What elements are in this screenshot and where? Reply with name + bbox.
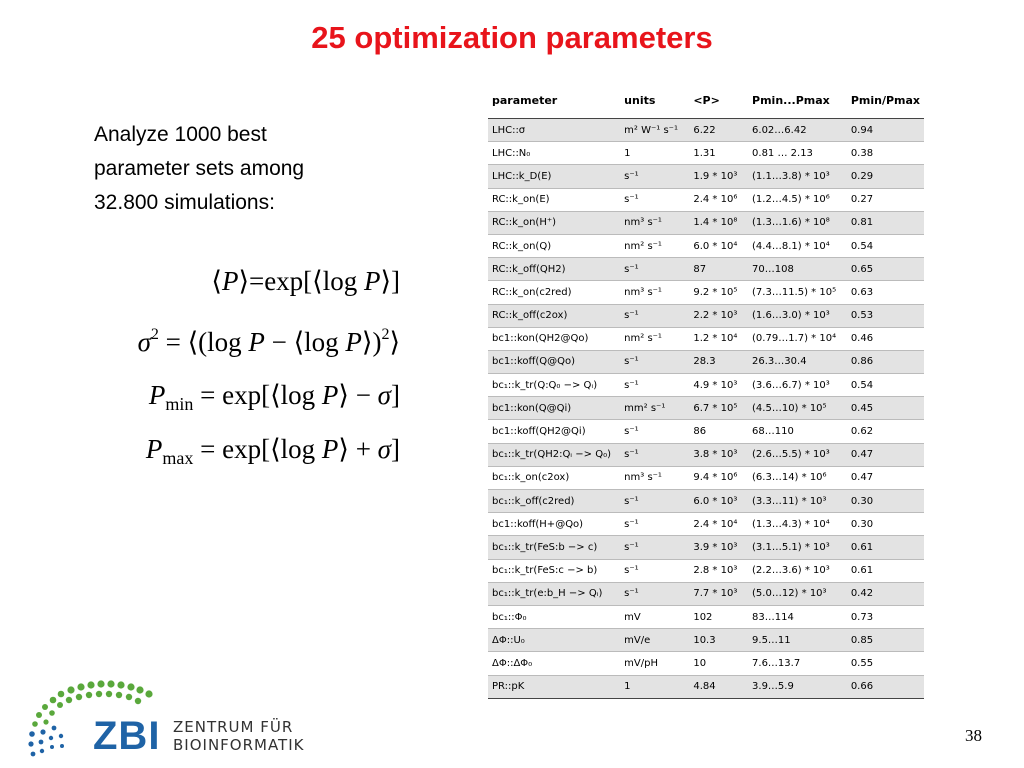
- cell-mean: 86: [689, 420, 748, 443]
- cell-units: 1: [620, 675, 689, 698]
- table-row: [488, 582, 924, 605]
- cell-units: s⁻¹: [620, 188, 689, 211]
- cell-range: (4.4…8.1) * 10⁴: [748, 234, 847, 257]
- cell-parameter: bc1::kon(QH2@Qo): [488, 327, 620, 350]
- cell-ratio: 0.53: [847, 304, 924, 327]
- cell-range: (7.3…11.5) * 10⁵: [748, 281, 847, 304]
- cell-mean: 102: [689, 605, 748, 628]
- cell-units: nm² s⁻¹: [620, 234, 689, 257]
- cell-ratio: 0.47: [847, 466, 924, 489]
- header-mean: <P>: [689, 82, 748, 119]
- cell-range: (1.6…3.0) * 10³: [748, 304, 847, 327]
- cell-units: s⁻¹: [620, 536, 689, 559]
- cell-parameter: ΔΦ::U₀: [488, 629, 620, 652]
- cell-parameter: bc1::koff(Q@Qo): [488, 350, 620, 373]
- cell-range: (6.3…14) * 10⁶: [748, 466, 847, 489]
- cell-range: 3.9…5.9: [748, 675, 847, 698]
- table-row: [488, 119, 924, 142]
- table-row: [488, 281, 924, 304]
- cell-range: 83…114: [748, 605, 847, 628]
- cell-units: nm³ s⁻¹: [620, 281, 689, 304]
- cell-ratio: 0.30: [847, 490, 924, 513]
- header-parameter: parameter: [488, 82, 620, 119]
- cell-range: 26.3…30.4: [748, 350, 847, 373]
- cell-mean: 10: [689, 652, 748, 675]
- cell-mean: 2.8 * 10³: [689, 559, 748, 582]
- cell-units: mV/pH: [620, 652, 689, 675]
- cell-mean: 4.84: [689, 675, 748, 698]
- cell-ratio: 0.85: [847, 629, 924, 652]
- cell-mean: 7.7 * 10³: [689, 582, 748, 605]
- cell-units: nm³ s⁻¹: [620, 211, 689, 234]
- cell-units: s⁻¹: [620, 304, 689, 327]
- cell-ratio: 0.86: [847, 350, 924, 373]
- cell-parameter: bc1::koff(H+@Qo): [488, 513, 620, 536]
- cell-units: mm² s⁻¹: [620, 397, 689, 420]
- cell-units: nm³ s⁻¹: [620, 466, 689, 489]
- cell-units: s⁻¹: [620, 559, 689, 582]
- header-range: Pmin...Pmax: [748, 82, 847, 119]
- cell-mean: 2.4 * 10⁴: [689, 513, 748, 536]
- table-row: [488, 234, 924, 257]
- cell-parameter: bc₁::k_tr(Q:Q₀ −> Qᵢ): [488, 374, 620, 397]
- slide-title: 25 optimization parameters: [311, 20, 713, 55]
- cell-mean: 3.8 * 10³: [689, 443, 748, 466]
- logo-abbr: ZBI: [93, 714, 161, 758]
- formula-pmin: $P_{min}$ = exp[⟨log P⟩ − σ]: [148, 380, 400, 414]
- table-row: [488, 374, 924, 397]
- table-header-row: [488, 82, 924, 119]
- cell-ratio: 0.73: [847, 605, 924, 628]
- cell-units: s⁻¹: [620, 165, 689, 188]
- cell-mean: 2.2 * 10³: [689, 304, 748, 327]
- cell-units: s⁻¹: [620, 490, 689, 513]
- table-row: [488, 397, 924, 420]
- cell-range: (1.1…3.8) * 10³: [748, 165, 847, 188]
- cell-mean: 6.7 * 10⁵: [689, 397, 748, 420]
- cell-units: s⁻¹: [620, 582, 689, 605]
- cell-mean: 6.0 * 10³: [689, 490, 748, 513]
- table-row: [488, 629, 924, 652]
- formula-sigma: $\sigma^2$ = ⟨(log P − ⟨log P⟩)$^2$⟩: [137, 326, 400, 357]
- cell-range: (5.0…12) * 10³: [748, 582, 847, 605]
- cell-units: s⁻¹: [620, 258, 689, 281]
- cell-units: s⁻¹: [620, 513, 689, 536]
- page-number: 38: [965, 726, 982, 745]
- cell-ratio: 0.62: [847, 420, 924, 443]
- cell-units: s⁻¹: [620, 350, 689, 373]
- cell-parameter: bc₁::k_tr(e:b_H −> Qᵢ): [488, 582, 620, 605]
- cell-ratio: 0.42: [847, 582, 924, 605]
- cell-range: (3.1…5.1) * 10³: [748, 536, 847, 559]
- table-row: [488, 675, 924, 698]
- cell-parameter: bc₁::k_off(c2red): [488, 490, 620, 513]
- cell-range: (3.3…11) * 10³: [748, 490, 847, 513]
- cell-ratio: 0.46: [847, 327, 924, 350]
- cell-units: 1: [620, 142, 689, 165]
- cell-ratio: 0.45: [847, 397, 924, 420]
- cell-range: (3.6…6.7) * 10³: [748, 374, 847, 397]
- cell-mean: 3.9 * 10³: [689, 536, 748, 559]
- cell-ratio: 0.66: [847, 675, 924, 698]
- cell-mean: 6.22: [689, 119, 748, 142]
- cell-ratio: 0.81: [847, 211, 924, 234]
- table-row: [488, 350, 924, 373]
- cell-mean: 1.31: [689, 142, 748, 165]
- cell-parameter: bc₁::k_tr(FeS:b −> c): [488, 536, 620, 559]
- cell-units: nm² s⁻¹: [620, 327, 689, 350]
- cell-parameter: LHC::k_D(E): [488, 165, 620, 188]
- cell-parameter: RC::k_on(Q): [488, 234, 620, 257]
- table-row: [488, 188, 924, 211]
- cell-parameter: RC::k_on(E): [488, 188, 620, 211]
- cell-parameter: bc₁::Φ₀: [488, 605, 620, 628]
- cell-ratio: 0.29: [847, 165, 924, 188]
- cell-mean: 4.9 * 10³: [689, 374, 748, 397]
- cell-range: 7.6…13.7: [748, 652, 847, 675]
- table-body: [488, 119, 924, 699]
- cell-ratio: 0.55: [847, 652, 924, 675]
- table-row: [488, 258, 924, 281]
- cell-mean: 10.3: [689, 629, 748, 652]
- cell-mean: 2.4 * 10⁶: [689, 188, 748, 211]
- formula-mean: ⟨P⟩=exp[⟨log P⟩]: [211, 266, 400, 296]
- table-row: [488, 652, 924, 675]
- cell-range: 6.02…6.42: [748, 119, 847, 142]
- cell-mean: 1.9 * 10³: [689, 165, 748, 188]
- cell-parameter: PR::pK: [488, 675, 620, 698]
- cell-parameter: bc₁::k_on(c2ox): [488, 466, 620, 489]
- intro-line-1: Analyze 1000 best: [94, 123, 267, 146]
- cell-range: (2.2…3.6) * 10³: [748, 559, 847, 582]
- cell-range: 70…108: [748, 258, 847, 281]
- cell-parameter: RC::k_on(c2red): [488, 281, 620, 304]
- cell-mean: 28.3: [689, 350, 748, 373]
- parameter-table: [488, 82, 924, 699]
- table-row: [488, 443, 924, 466]
- cell-ratio: 0.54: [847, 234, 924, 257]
- cell-parameter: LHC::N₀: [488, 142, 620, 165]
- cell-mean: 9.4 * 10⁶: [689, 466, 748, 489]
- cell-parameter: LHC::σ: [488, 119, 620, 142]
- cell-units: mV/e: [620, 629, 689, 652]
- table-row: [488, 605, 924, 628]
- cell-range: 68…110: [748, 420, 847, 443]
- table-row: [488, 513, 924, 536]
- cell-parameter: RC::k_on(H⁺): [488, 211, 620, 234]
- cell-parameter: bc₁::k_tr(QH2:Qᵢ −> Q₀): [488, 443, 620, 466]
- cell-range: (1.3…1.6) * 10⁸: [748, 211, 847, 234]
- table-row: [488, 490, 924, 513]
- cell-range: 0.81 … 2.13: [748, 142, 847, 165]
- cell-mean: 6.0 * 10⁴: [689, 234, 748, 257]
- cell-ratio: 0.38: [847, 142, 924, 165]
- cell-parameter: ΔΦ::ΔΦ₀: [488, 652, 620, 675]
- table-row: [488, 211, 924, 234]
- cell-range: (2.6…5.5) * 10³: [748, 443, 847, 466]
- header-units: units: [620, 82, 689, 119]
- zbi-logo: [25, 680, 305, 760]
- cell-range: (1.3…4.3) * 10⁴: [748, 513, 847, 536]
- cell-ratio: 0.54: [847, 374, 924, 397]
- cell-range: 9.5…11: [748, 629, 847, 652]
- intro-line-3: 32.800 simulations:: [94, 191, 275, 214]
- logo-line-2: BIOINFORMATIK: [173, 736, 305, 754]
- cell-ratio: 0.65: [847, 258, 924, 281]
- cell-parameter: bc1::kon(Q@Qi): [488, 397, 620, 420]
- logo-line-1: ZENTRUM FÜR: [173, 718, 294, 736]
- cell-units: mV: [620, 605, 689, 628]
- header-ratio: Pmin/Pmax: [847, 82, 924, 119]
- cell-ratio: 0.63: [847, 281, 924, 304]
- cell-mean: 9.2 * 10⁵: [689, 281, 748, 304]
- cell-units: s⁻¹: [620, 443, 689, 466]
- cell-range: (4.5…10) * 10⁵: [748, 397, 847, 420]
- table-row: [488, 165, 924, 188]
- cell-units: s⁻¹: [620, 420, 689, 443]
- cell-units: s⁻¹: [620, 374, 689, 397]
- cell-ratio: 0.61: [847, 536, 924, 559]
- cell-ratio: 0.94: [847, 119, 924, 142]
- cell-range: (0.79…1.7) * 10⁴: [748, 327, 847, 350]
- cell-mean: 1.4 * 10⁸: [689, 211, 748, 234]
- intro-line-2: parameter sets among: [94, 157, 305, 180]
- cell-parameter: RC::k_off(QH2): [488, 258, 620, 281]
- cell-mean: 1.2 * 10⁴: [689, 327, 748, 350]
- cell-ratio: 0.47: [847, 443, 924, 466]
- intro-text: [94, 118, 394, 220]
- table-row: [488, 142, 924, 165]
- cell-ratio: 0.61: [847, 559, 924, 582]
- table-row: [488, 466, 924, 489]
- cell-ratio: 0.27: [847, 188, 924, 211]
- table-row: [488, 420, 924, 443]
- cell-parameter: RC::k_off(c2ox): [488, 304, 620, 327]
- table-row: [488, 559, 924, 582]
- formula-pmax: $P_{max}$ = exp[⟨log P⟩ + σ]: [145, 434, 400, 468]
- table-row: [488, 536, 924, 559]
- cell-parameter: bc1::koff(QH2@Qi): [488, 420, 620, 443]
- table-row: [488, 327, 924, 350]
- cell-ratio: 0.30: [847, 513, 924, 536]
- cell-mean: 87: [689, 258, 748, 281]
- cell-parameter: bc₁::k_tr(FeS:c −> b): [488, 559, 620, 582]
- table-row: [488, 304, 924, 327]
- cell-units: m² W⁻¹ s⁻¹: [620, 119, 689, 142]
- cell-range: (1.2…4.5) * 10⁶: [748, 188, 847, 211]
